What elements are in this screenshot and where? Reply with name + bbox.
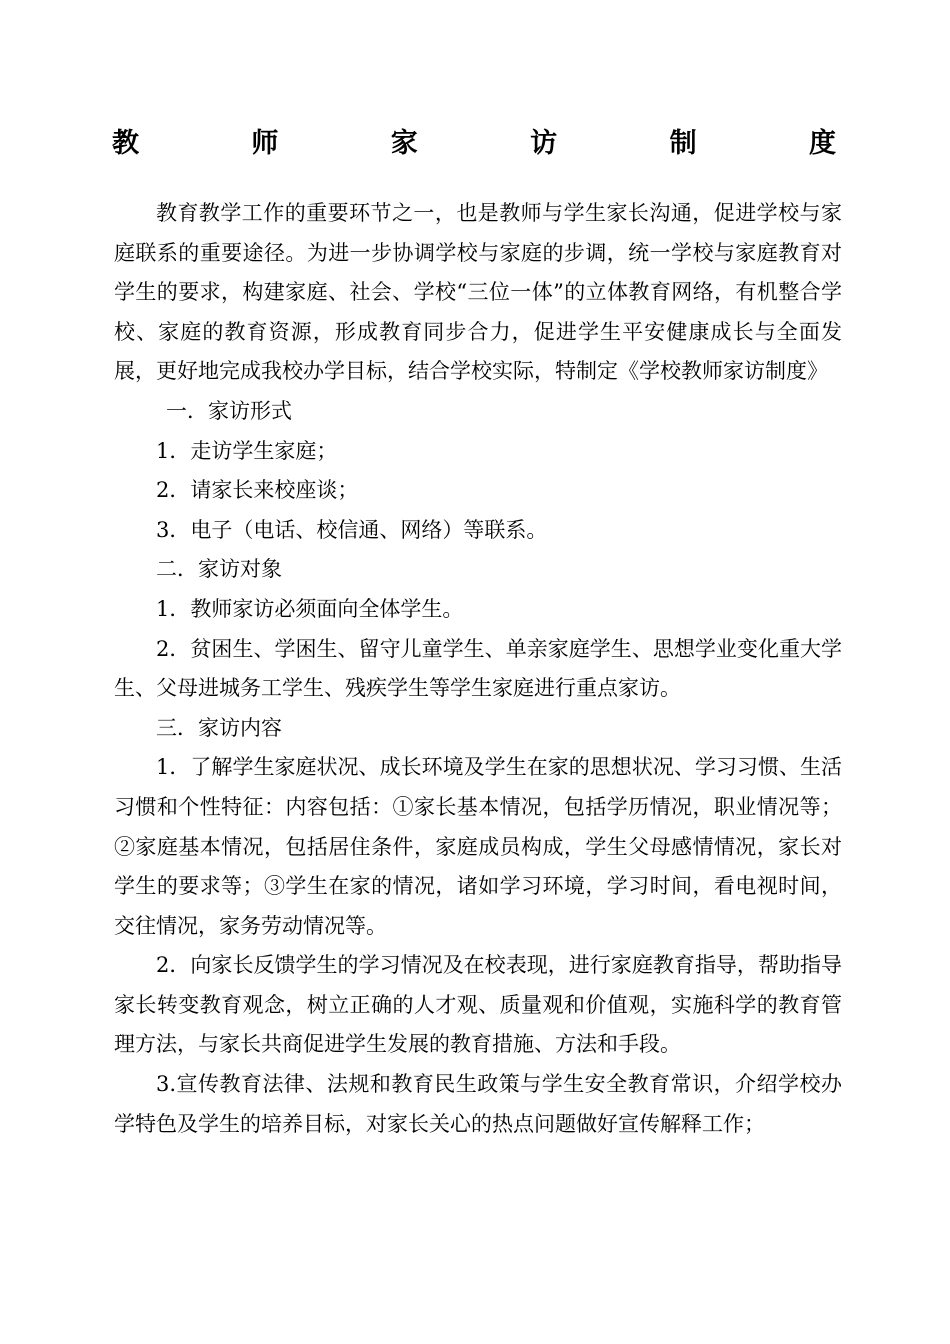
list-item: 1．走访学生家庭； bbox=[156, 438, 338, 463]
title-char: 制 bbox=[669, 127, 697, 159]
list-item: 3．电子（电话、校信通、网络）等联系。 bbox=[156, 517, 548, 542]
document-title bbox=[112, 116, 836, 164]
title-char: 教 bbox=[112, 127, 139, 159]
list-item: 2．向家长反馈学生的学习情况及在校表现，进行家庭教育指导，帮助指导家长转变教育观念，树立正确的人才观、质量观和价值观，实施科学的教育管理方法，与家长共商促进学生发展的教育措施、方法和手段。 bbox=[114, 953, 842, 1057]
list-item: 2．贫困生、学困生、留守儿童学生、单亲家庭学生、思想学业变化重大学生、父母进城务工学生、残疾学生等学生家庭进行重点家访。 bbox=[114, 636, 842, 701]
section-heading: 二．家访对象 bbox=[156, 557, 282, 582]
title-char: 访 bbox=[530, 127, 558, 159]
title-char: 家 bbox=[390, 127, 418, 159]
section-heading: 一．家访形式 bbox=[166, 398, 292, 423]
list-item: 2．请家长来校座谈； bbox=[156, 478, 359, 503]
list-item: 1．了解学生家庭状况、成长环境及学生在家的思想状况、学习习惯、生活习惯和个性特征：内容包括：①家长基本情况，包括学历情况，职业情况等；②家庭基本情况，包括居住条件，家庭成员构成，学生父母感情情况，家长对学生的要求等；③学生在家的情况，诸如学习环境，学习时间，看电视时间，交往情况，家务劳动情况等。 bbox=[114, 755, 842, 938]
document-body bbox=[114, 194, 842, 1144]
title-char: 度 bbox=[808, 127, 836, 159]
title-char: 师 bbox=[251, 127, 279, 159]
intro-paragraph: 教育教学工作的重要环节之一，也是教师与学生家长沟通，促进学校与家庭联系的重要途径。为进一步协调学校与家庭的步调，统一学校与家庭教育对学生的要求，构建家庭、社会、学校“三位一体”的立体教育网络，有机整合学校、家庭的教育资源，形成教育同步合力，促进学生平安健康成长与全面发展，更好地完成我校办学目标，结合学校实际，特制定《学校教师家访制度》 bbox=[114, 201, 842, 384]
section-heading: 三．家访内容 bbox=[156, 715, 282, 740]
list-item: 1．教师家访必须面向全体学生。 bbox=[156, 596, 464, 621]
list-item: 3.宣传教育法律、法规和教育民生政策与学生安全教育常识，介绍学校办学特色及学生的培养目标，对家长关心的热点问题做好宣传解释工作； bbox=[114, 1072, 842, 1136]
